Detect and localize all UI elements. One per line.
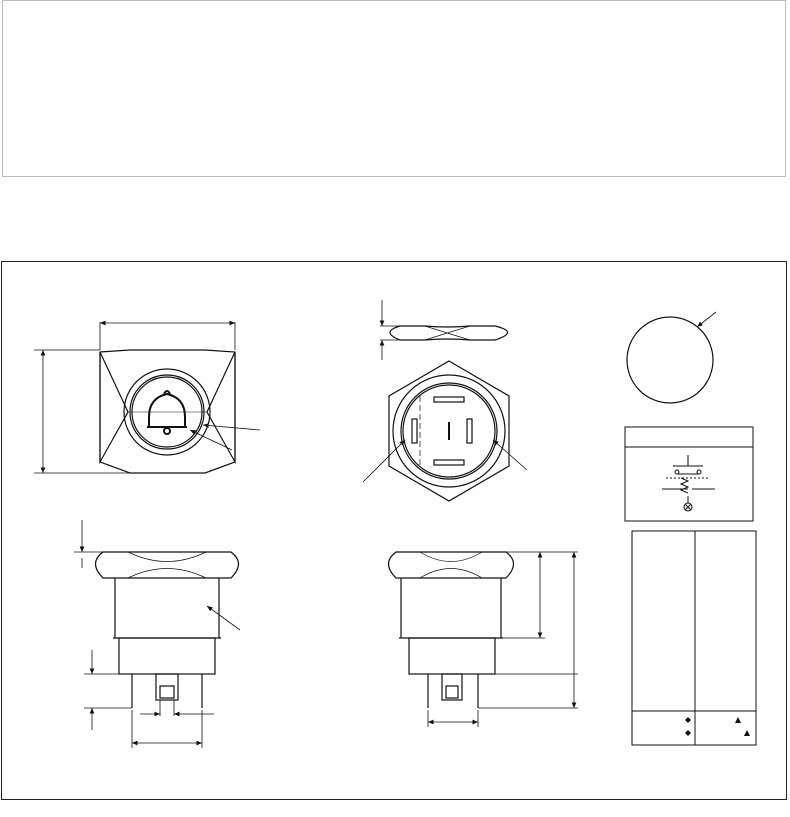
triangle-icon [735, 717, 741, 723]
voltage-table-frame [632, 531, 756, 745]
switching-circuit-symbol [662, 455, 715, 511]
top-profile-view [390, 326, 508, 340]
front-view [100, 350, 235, 473]
triangle-icon [744, 730, 750, 736]
diamond-icon [685, 717, 691, 723]
diamond-icon [685, 730, 691, 736]
rear-view [389, 361, 509, 501]
cutout-circle [627, 317, 713, 403]
side-view-right [389, 552, 514, 708]
side-view-left [96, 552, 239, 708]
